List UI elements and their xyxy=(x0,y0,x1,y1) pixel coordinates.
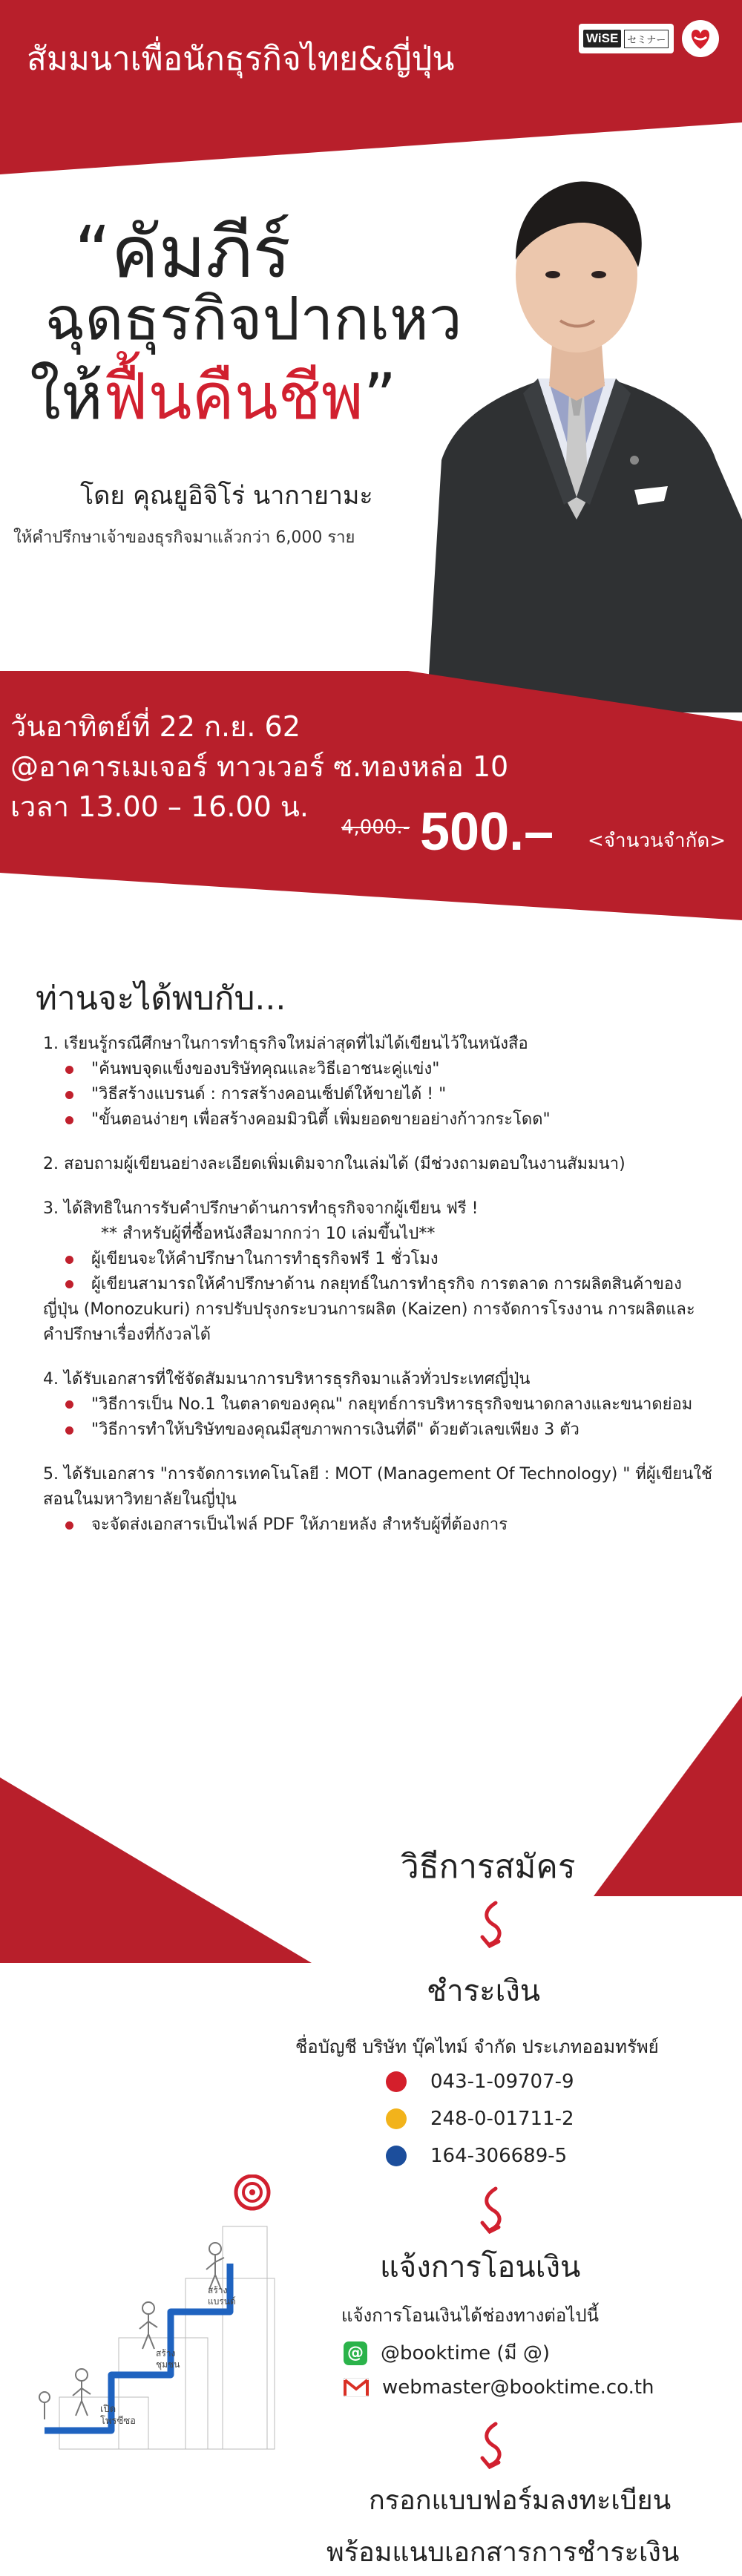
benefit-item-4 xyxy=(43,1367,715,1443)
logo-seminar-text: セミナー xyxy=(624,30,669,48)
new-price: 500.– xyxy=(420,802,554,862)
bank-krungsri-icon xyxy=(386,2108,407,2129)
logo-wise-text: WiSE xyxy=(583,30,621,47)
benefit-1-bullet-1 xyxy=(43,1057,715,1082)
benefit-2-head: 2. สอบถามผู้เขียนอย่างละเอียดเพิ่มเติมจากในเล่มได้ (มีช่วงถามตอบในงานสัมมนา) xyxy=(43,1155,626,1173)
benefit-item-3 xyxy=(43,1196,715,1348)
benefit-3-bullet-1 xyxy=(43,1247,715,1272)
stair-label-3b: แบรนด์ xyxy=(208,2296,236,2307)
bank-account-number: 164-306689-5 xyxy=(430,2145,568,2167)
speaker-credential: ให้คำปรึกษาเจ้าของธุรกิจมาแล้วกว่า 6,000 ราย xyxy=(13,528,355,547)
hero-title-line2: ฉุดธุรกิจปากเหว xyxy=(45,284,462,353)
bullet-text: "ขั้นตอนง่ายๆ เพื่อสร้างคอมมิวนิตี้ เพิ่มยอดขายอย่างก้าวกระโดด" xyxy=(91,1110,551,1129)
benefits-list xyxy=(43,1032,715,1557)
bullet-text: "ค้นพบจุดแข็งของบริษัทคุณและวิธีเอาชนะคู่แข่ง" xyxy=(91,1060,440,1078)
event-venue: @อาคารเมเจอร์ ทาวเวอร์ ซ.ทองหล่อ 10 xyxy=(10,750,509,783)
stair-label-1b: โพรซีซอ xyxy=(100,2416,136,2427)
bullet-text: ผู้เขียนสามารถให้คำปรึกษาด้าน กลยุทธ์ในการทำธุรกิจ การตลาด การผลิตสินค้าของญี่ปุ่น (Monozukuri) การปรับปรุงกระบวนการผลิต (Kaizen) การจัดการโรงงาน การผลิตและคำปรึกษาเรื่องที่กังวลได้ xyxy=(43,1275,695,1344)
stair-label-1: เปิด xyxy=(100,2404,116,2415)
account-name: ชื่อบัญชี บริษัท บุ๊คไทม์ จำกัด ประเภทออมทรัพย์ xyxy=(295,2036,659,2057)
speaker-photo xyxy=(412,148,742,712)
event-date: วันอาทิตย์ที่ 22 ก.ย. 62 xyxy=(10,710,301,743)
header-title: สัมมนาเพื่อนักธุรกิจไทย&ญี่ปุ่น xyxy=(27,40,455,78)
bullet-dot-icon xyxy=(65,1256,73,1264)
hero-title-highlight: ฟื้นคืนชีพ xyxy=(102,360,364,434)
benefit-3-note: ** สำหรับผู้ที่ซื้อหนังสือมากกว่า 10 เล่มขึ้นไป** xyxy=(101,1225,436,1243)
bullet-text: "วิธีการทำให้บริษัทของคุณมีสุขภาพการเงินที่ดี" ด้วยตัวเลขเพียง 3 ตัว xyxy=(91,1420,580,1439)
benefit-item-5 xyxy=(43,1462,715,1538)
benefit-3-bullet-2 xyxy=(43,1272,715,1348)
benefit-4-bullet-1 xyxy=(43,1392,715,1418)
benefit-5-bullet-1 xyxy=(43,1513,715,1538)
line-id[interactable]: @booktime (มี @) xyxy=(381,2342,551,2364)
payment-title: ชำระเงิน xyxy=(427,1974,541,2008)
bullet-text: "วิธีสร้างแบรนด์ : การสร้างคอนเซ็ปต์ให้ขายได้ ! " xyxy=(91,1085,447,1104)
benefit-4-head: 4. ได้รับเอกสารที่ใช้จัดสัมมนาการบริหารธุรกิจมาแล้วทั่วประเทศญี่ปุ่น xyxy=(43,1370,531,1389)
bullet-text: จะจัดส่งเอกสารเป็นไฟล์ PDF ให้ภายหลัง สำหรับผู้ที่ต้องการ xyxy=(91,1515,508,1534)
email-address[interactable]: webmaster@booktime.co.th xyxy=(382,2376,654,2399)
arrow-down-icon xyxy=(473,2421,510,2473)
bullet-dot-icon xyxy=(65,1280,73,1288)
stair-label-2b: ชุมชน xyxy=(156,2359,180,2370)
hero-title-line1: “คัมภีร์ xyxy=(74,211,292,294)
benefit-item-1 xyxy=(43,1032,715,1133)
bank-account-number: 043-1-09707-9 xyxy=(430,2071,574,2093)
email-contact[interactable] xyxy=(344,2376,654,2399)
bullet-text: ผู้เขียนจะให้คำปรึกษาในการทำธุรกิจฟรี 1 ชั่วโมง xyxy=(91,1250,439,1268)
notify-title: แจ้งการโอนเงิน xyxy=(380,2250,581,2284)
stair-label-2: สร้าง xyxy=(156,2348,176,2359)
event-time: เวลา 13.00 – 16.00 น. xyxy=(10,790,309,823)
bank-kbank-icon xyxy=(386,2071,407,2092)
bullet-dot-icon xyxy=(65,1066,73,1074)
bank-account-number: 248-0-01711-2 xyxy=(430,2108,574,2130)
hero-title-suffix: ” xyxy=(363,360,397,434)
final-step-line2: พร้อมแนบเอกสารการชำระเงิน xyxy=(326,2537,680,2568)
limited-seats-note: <จำนวนจำกัด> xyxy=(588,830,726,852)
target-icon xyxy=(236,2176,269,2209)
arrow-down-icon xyxy=(473,2186,510,2238)
decor-left-triangle xyxy=(0,1777,312,1963)
bank-row-2 xyxy=(386,2108,574,2130)
bullet-dot-icon xyxy=(65,1400,73,1409)
heart-logo-icon xyxy=(681,19,720,58)
benefit-item-2 xyxy=(43,1152,715,1177)
bank-row-3 xyxy=(386,2145,567,2167)
final-step-line1: กรอกแบบฟอร์มลงทะเบียน xyxy=(369,2485,672,2516)
hero-title-prefix: ให้ xyxy=(30,360,103,434)
bullet-dot-icon xyxy=(65,1116,73,1124)
bullet-dot-icon xyxy=(65,1426,73,1435)
wise-seminar-logo xyxy=(579,24,674,53)
benefit-3-head: 3. ได้สิทธิในการรับคำปรึกษาด้านการทำธุรกิจจากผู้เขียน ฟรี ! xyxy=(43,1199,479,1218)
growth-stairs-illustration xyxy=(30,2174,356,2457)
decor-right-triangle xyxy=(594,1696,742,1896)
bullet-dot-icon xyxy=(65,1091,73,1099)
benefit-4-bullet-2 xyxy=(43,1418,715,1443)
line-app-icon: @ xyxy=(344,2341,367,2365)
bank-row-1 xyxy=(386,2071,574,2093)
benefit-1-bullet-2 xyxy=(43,1082,715,1107)
old-price: 4,000.- xyxy=(341,816,410,839)
line-contact[interactable] xyxy=(344,2338,550,2368)
hero-title-line3 xyxy=(30,360,397,434)
bullet-text: "วิธีการเป็น No.1 ในตลาดของคุณ" กลยุทธ์การบริหารธุรกิจขนาดกลางและขนาดย่อม xyxy=(91,1395,693,1414)
stair-label-3: สร้าง xyxy=(208,2285,228,2295)
arrow-down-icon xyxy=(473,1900,510,1952)
bullet-dot-icon xyxy=(65,1521,73,1530)
bank-bbl-icon xyxy=(386,2146,407,2166)
benefit-5-head: 5. ได้รับเอกสาร "การจัดการเทคโนโลยี : MOT (Management Of Technology) " ที่ผู้เขียนใช้สอนในมหาวิทยาลัยในญี่ปุ่น xyxy=(43,1465,712,1509)
benefit-1-bullet-3 xyxy=(43,1107,715,1133)
register-title: วิธีการสมัคร xyxy=(401,1848,576,1886)
benefit-1-head: 1. เรียนรู้กรณีศึกษาในการทำธุรกิจใหม่ล่าสุดที่ไม่ได้เขียนไว้ในหนังสือ xyxy=(43,1035,528,1053)
notify-subtitle: แจ้งการโอนเงินได้ช่องทางต่อไปนี้ xyxy=(341,2305,599,2326)
benefits-title: ท่านจะได้พบกับ... xyxy=(36,980,286,1017)
speaker-name: โดย คุณยูอิจิโร่ นากายามะ xyxy=(80,481,373,511)
